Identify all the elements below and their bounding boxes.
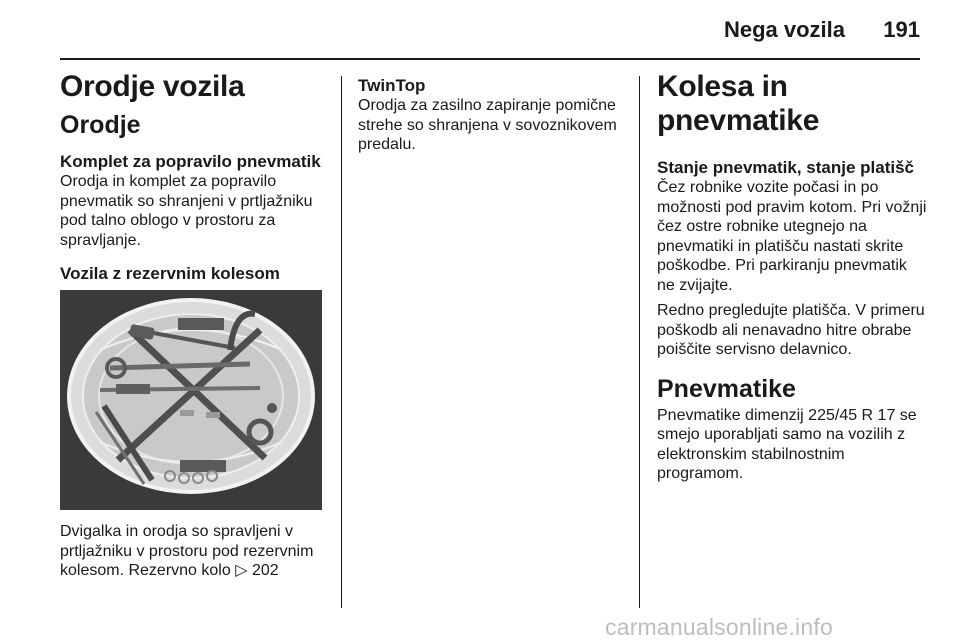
chapter-title: Orodje vozila [60,70,245,103]
tool-kit-illustration [60,290,322,510]
tyre-condition-heading: Stanje pnevmatik, stanje platišč [657,158,914,177]
column-middle [358,70,626,155]
column-left [60,70,332,581]
spare-wheel-heading: Vozila z rezervnim kolesom [60,264,280,283]
twintop-heading: TwinTop [358,76,426,95]
section-heading-tools: Orodje [60,111,141,139]
tyre-condition-text-1: Čez robnike vozite počasi in po možnosti pod pravim kotom. Pri vožnji čez ostre robnike utegnejo na pnevmatiki in platišču nastati skrite poškodbe. Pri parkiranju pnevmatik ne zvijajte. [657,179,927,294]
page-reference[interactable]: 202 [251,562,279,579]
triangle-reference-icon: ▷ [235,562,248,579]
kit-heading: Komplet za popravilo pnevmatik [60,152,321,171]
twintop-text: Orodja za zasilno zapiranje pomične strehe so shranjena v sovoznikovem predalu. [358,97,617,153]
section-title: Nega vozila [723,17,845,42]
column-right [657,70,927,484]
column-divider-left [341,76,342,608]
page-header [60,0,920,60]
page-number: 191 [883,17,920,42]
wheels-tyres-title: Kolesa in pnevmatike [657,70,820,137]
tyre-condition-text-2: Redno pregledujte platišča. V primeru poškodb ali nenavadno hitre obrabe poiščite servisno delavnico. [657,302,925,358]
kit-text: Orodja in komplet za popravilo pnevmatik so shranjeni v prtljažniku pod talno oblogo v prostoru za spravljanje. [60,173,313,249]
spare-wheel-caption: Dvigalka in orodja so spravljeni v prtljažniku v prostoru pod rezervnim kolesom. Rezervno kolo ▷ 202 [60,523,314,579]
watermark: carmanualsonline.info [605,614,833,640]
tyres-text: Pnevmatike dimenzij 225/45 R 17 se smejo uporabljati samo na vozilih z elektronskim stabilnostnim programom. [657,406,917,482]
tyres-heading: Pnevmatike [657,374,796,403]
column-divider-right [639,76,640,608]
